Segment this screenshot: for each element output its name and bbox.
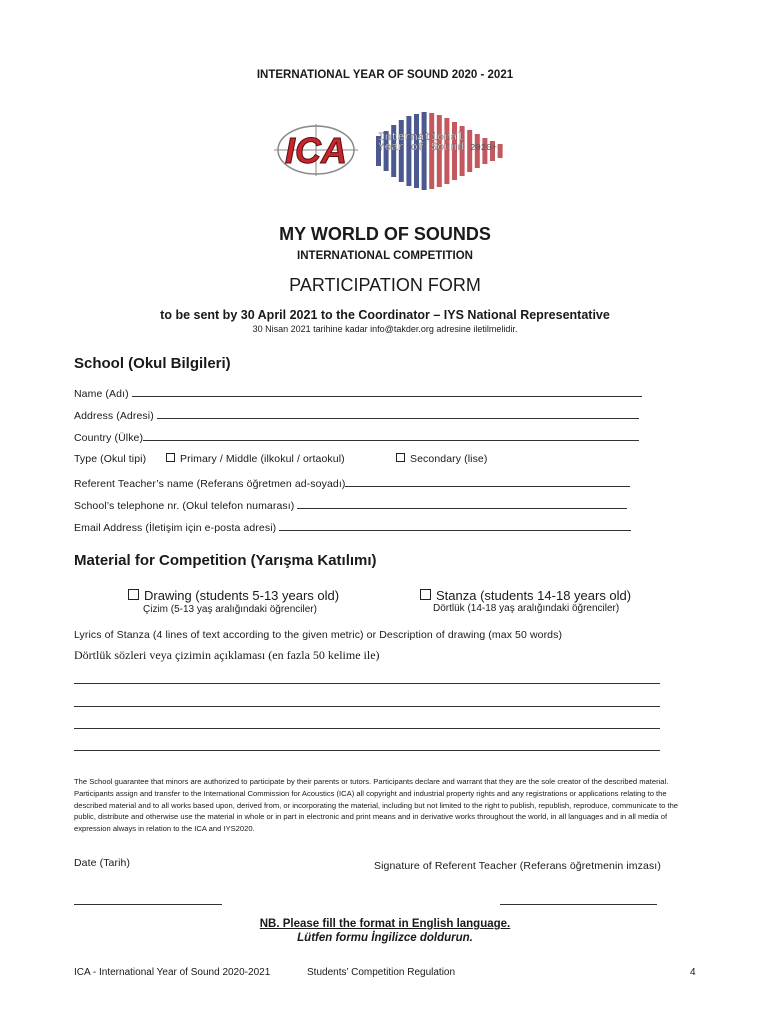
type-label: Type (Okul tipi): [74, 453, 147, 465]
email-field[interactable]: [74, 519, 631, 534]
iys-logo-text-3: 2020+: [470, 143, 498, 153]
drawing-checkbox[interactable]: [128, 589, 139, 600]
lyrics-instruction-tr: Dörtlük sözleri veya çizimin açıklaması (en fazla 50 kelime ile): [74, 648, 380, 662]
form-title: PARTICIPATION FORM: [289, 275, 481, 295]
teacher-field[interactable]: [74, 475, 630, 490]
type-field: [74, 453, 146, 465]
email-blank[interactable]: [279, 519, 631, 531]
primary-checkbox[interactable]: [166, 453, 175, 462]
email-label: Email Address (İletişim için e-posta adresi): [74, 522, 277, 534]
primary-label: Primary / Middle (ilkokul / ortaokul): [180, 453, 345, 465]
main-title: MY WORLD OF SOUNDS: [279, 224, 491, 244]
secondary-label: Secondary (lise): [410, 453, 488, 465]
primary-option[interactable]: [166, 453, 345, 465]
footer-middle: Students’ Competition Regulation: [307, 967, 456, 978]
answer-line-3[interactable]: [74, 728, 660, 729]
secondary-checkbox[interactable]: [396, 453, 405, 462]
drawing-label-tr: Çizim (5-13 yaş aralığındaki öğrenciler): [143, 604, 317, 615]
name-field[interactable]: [74, 385, 642, 400]
date-label: Date (Tarih): [74, 857, 131, 869]
page-number: 4: [690, 967, 696, 978]
secondary-option[interactable]: [396, 453, 487, 465]
nb-turkish: Lütfen formu İngilizce doldurun.: [297, 932, 473, 944]
country-field[interactable]: [74, 429, 639, 444]
ica-logo: [264, 120, 368, 180]
teacher-label: Referent Teacher’s name (Referans öğretmen ad-soyadı): [74, 478, 346, 490]
drawing-label: Drawing (students 5-13 years old): [144, 588, 340, 603]
sub-title: INTERNATIONAL COMPETITION: [297, 250, 473, 262]
answer-line-1[interactable]: [74, 683, 660, 684]
address-label: Address (Adresi): [74, 410, 154, 422]
iys-logo-bar: [498, 144, 503, 158]
page-header-title: INTERNATIONAL YEAR OF SOUND 2020 - 2021: [256, 69, 514, 81]
send-instruction-tr: 30 Nisan 2021 tarihine kadar info@takder.org adresine iletilmelidir.: [252, 324, 518, 334]
teacher-blank[interactable]: [345, 475, 630, 487]
nb-english: NB. Please fill the format in English language.: [259, 918, 511, 930]
phone-blank[interactable]: [297, 497, 627, 509]
country-label: Country (Ülke): [74, 432, 144, 444]
stanza-label-tr: Dörtlük (14-18 yaş aralığındaki öğrenciler): [433, 603, 620, 614]
date-blank[interactable]: [74, 904, 222, 905]
name-blank[interactable]: [132, 385, 642, 397]
stanza-checkbox[interactable]: [420, 589, 431, 600]
address-blank[interactable]: [157, 407, 639, 419]
answer-line-2[interactable]: [74, 706, 660, 707]
ica-logo-text: ICA: [285, 130, 347, 171]
address-field[interactable]: [74, 407, 639, 422]
answer-line-4[interactable]: [74, 750, 660, 751]
country-blank[interactable]: [143, 429, 639, 441]
phone-label: School’s telephone nr. (Okul telefon numarası): [74, 500, 295, 512]
footer-left: ICA - International Year of Sound 2020-2021: [74, 967, 271, 978]
drawing-option[interactable]: [128, 588, 339, 603]
phone-field[interactable]: [74, 497, 627, 512]
signature-label: Signature of Referent Teacher (Referans öğretmenin imzası): [374, 860, 661, 872]
lyrics-instruction: Lyrics of Stanza (4 lines of text according to the given metric) or Description of drawing (max 50 words): [74, 629, 563, 641]
iys-logo-text-1: International: [378, 132, 464, 144]
iys-logo: [372, 110, 512, 192]
school-heading: School (Okul Bilgileri): [74, 355, 231, 372]
signature-blank[interactable]: [500, 904, 657, 905]
send-instruction: to be sent by 30 April 2021 to the Coordinator – IYS National Representative: [160, 308, 610, 322]
iys-logo-text-2: Year of Sound: [378, 142, 464, 154]
stanza-label: Stanza (students 14-18 years old): [436, 588, 632, 603]
stanza-option[interactable]: [420, 588, 631, 603]
material-heading: Material for Competition (Yarışma Katılımı): [74, 552, 377, 569]
name-label: Name (Adı): [74, 388, 129, 400]
legal-disclaimer: The School guarantee that minors are authorized to participate by their parents or tutors. Participants declare and warrant that they are the sole creator of the described material. Participants assign and transfer to the International Commission for Acoustics (ICA) all copyright and industrial property rights and any registrations or applications relating to the described material and to all works based upon, derived from, or incorporating the material, including but not limited to the right to publish, republish, reproduce, communicate to the public, distribute and otherwise use the material in whole or in part in electronic and print means and in derivative works throughout the world, in all languages and in all media of expression always in relation to the ICA and IYS2020.: [74, 777, 679, 834]
